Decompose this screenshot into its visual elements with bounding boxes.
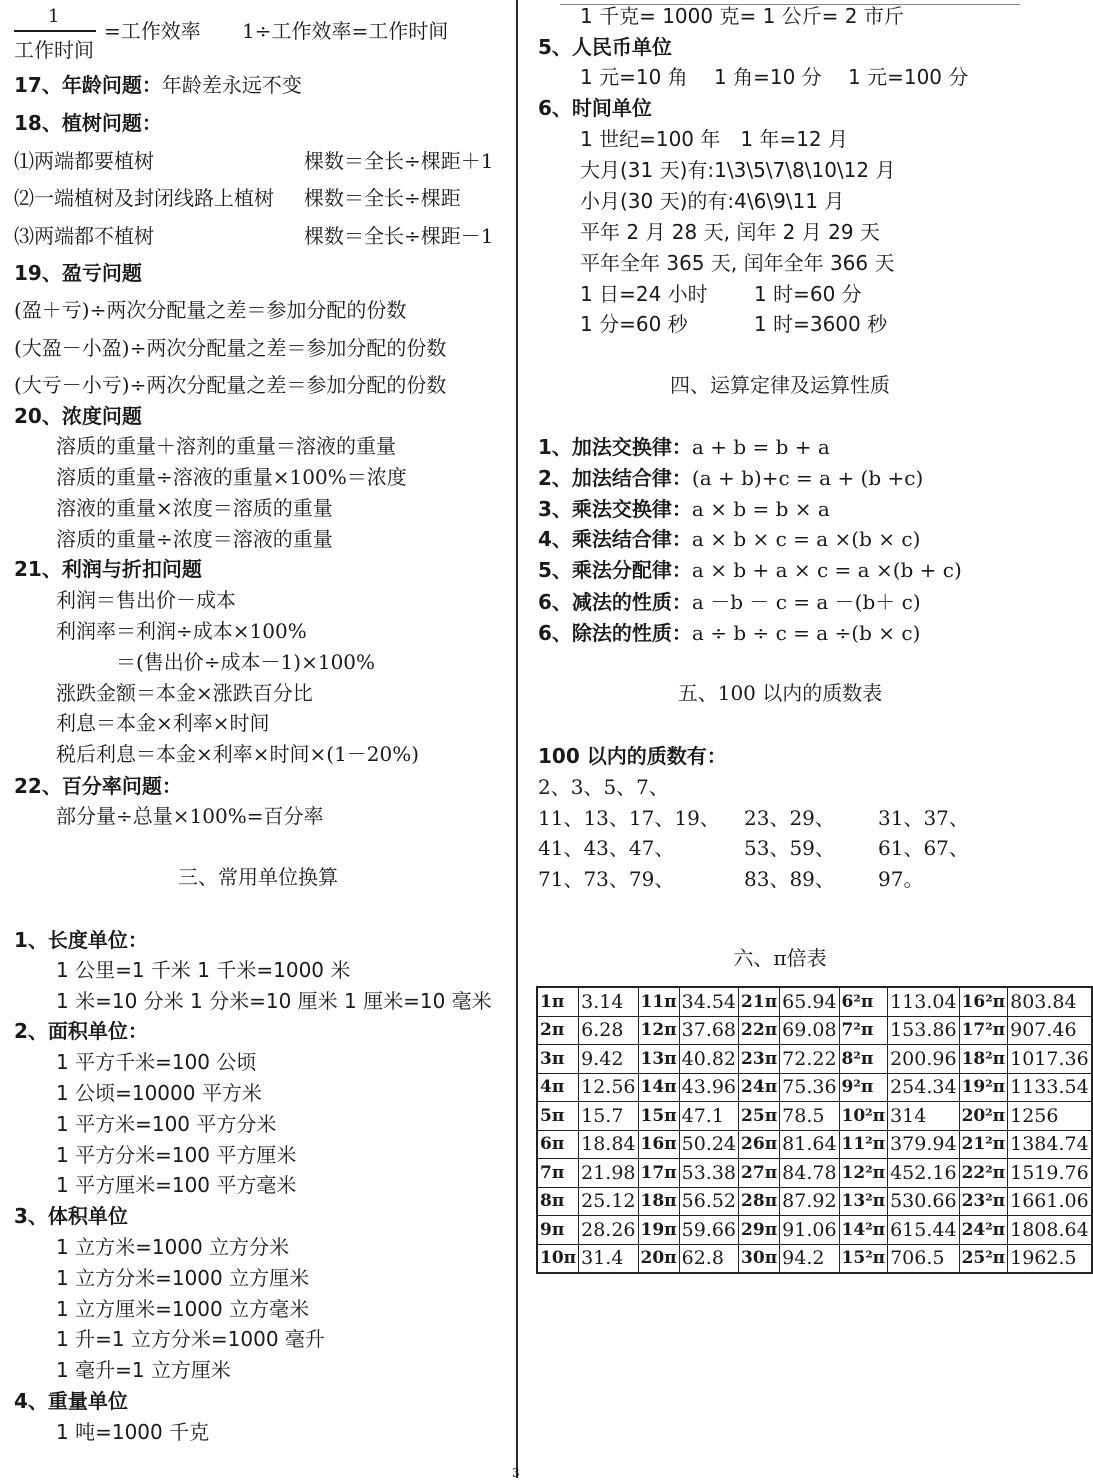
pi-value-cell: 21.98 xyxy=(579,1159,638,1188)
pi-multiplier-cell: 12π xyxy=(638,1016,679,1045)
primes-cell: 2、3、5、7、 xyxy=(538,775,669,799)
unit-line: 1 公里=1 千米 1 千米=1000 米 xyxy=(56,958,351,982)
weight-conversion: 1 千克= 1000 克= 1 公斤= 2 市斤 xyxy=(580,4,904,28)
pi-value-cell: 1661.06 xyxy=(1008,1187,1092,1216)
pi-value-cell: 1519.76 xyxy=(1008,1159,1092,1188)
pi-value-cell: 12.56 xyxy=(579,1073,638,1102)
pi-multiplier-cell: 12²π xyxy=(839,1159,888,1188)
pi-value-cell: 1017.36 xyxy=(1008,1045,1092,1074)
pi-table-row xyxy=(537,1102,1092,1131)
unit-line: 1 吨=1000 千克 xyxy=(56,1420,210,1444)
pi-table-row xyxy=(537,1216,1092,1245)
tree-case-2-label: ⑵一端植树及封闭线路上植树 xyxy=(14,186,274,210)
pi-multiplier-cell: 24π xyxy=(739,1073,780,1102)
pi-table-row xyxy=(537,987,1092,1016)
pi-table-row xyxy=(537,1187,1092,1216)
unit-line: 1 平方分米=100 平方厘米 xyxy=(56,1143,297,1167)
pi-value-cell: 15.7 xyxy=(579,1102,638,1131)
fraction-result: =工作效率 xyxy=(104,19,201,43)
section-20-line: 溶质的重量÷溶液的重量×100%＝浓度 xyxy=(56,465,407,489)
unit-line: 1 升=1 立方分米=1000 毫升 xyxy=(56,1327,325,1351)
law-name: 1、加法交换律： xyxy=(538,435,692,459)
fraction-denominator: 工作时间 xyxy=(14,38,94,62)
unit-rmb-title: 5、人民币单位 xyxy=(538,35,672,59)
law-expression: (a + b)+c = a + (b +c) xyxy=(691,466,924,490)
unit-length-title: 1、长度单位： xyxy=(14,928,148,952)
pi-multiplier-cell: 2π xyxy=(537,1016,579,1045)
pi-table-row xyxy=(537,1073,1092,1102)
pi-multiplier-cell: 3π xyxy=(537,1045,579,1074)
pi-value-cell: 78.5 xyxy=(780,1102,839,1131)
pi-multiplier-cell: 29π xyxy=(739,1216,780,1245)
pi-value-cell: 69.08 xyxy=(780,1016,839,1045)
pi-multiplier-cell: 26π xyxy=(739,1130,780,1159)
pi-value-cell: 706.5 xyxy=(888,1244,959,1273)
unit-line: 1 平方厘米=100 平方毫米 xyxy=(56,1173,297,1197)
part-5-heading: 五、100 以内的质数表 xyxy=(677,681,883,705)
law-row xyxy=(538,465,923,491)
page-number: 3 xyxy=(512,1466,520,1480)
unit-time-title: 6、时间单位 xyxy=(538,96,652,120)
law-name: 6、除法的性质： xyxy=(538,621,692,645)
pi-multiplier-cell: 16π xyxy=(638,1130,679,1159)
pi-value-cell: 91.06 xyxy=(780,1216,839,1245)
law-row xyxy=(538,589,921,615)
law-expression: a × b + a × c = a ×(b + c) xyxy=(691,558,962,582)
section-20-line: 溶质的重量＋溶剂的重量＝溶液的重量 xyxy=(56,434,396,458)
section-20-line: 溶质的重量÷浓度＝溶液的重量 xyxy=(56,527,333,551)
pi-value-cell: 28.26 xyxy=(579,1216,638,1245)
law-name: 5、乘法分配律： xyxy=(538,558,692,582)
pi-value-cell: 1808.64 xyxy=(1008,1216,1092,1245)
pi-value-cell: 34.54 xyxy=(679,987,738,1016)
unit-line: 1 立方厘米=1000 立方毫米 xyxy=(56,1297,310,1321)
pi-value-cell: 200.96 xyxy=(888,1045,959,1074)
law-row xyxy=(538,434,830,460)
section-17-text: 年龄差永远不变 xyxy=(161,73,302,97)
pi-multiplier-cell: 23π xyxy=(739,1045,780,1074)
law-expression: a + b = b + a xyxy=(691,435,830,459)
section-21-title: 21、利润与折扣问题 xyxy=(14,557,202,581)
law-expression: a ÷ b ÷ c = a ÷(b × c) xyxy=(691,621,921,645)
column-divider xyxy=(516,0,518,1478)
pi-multiplier-cell: 18²π xyxy=(959,1045,1008,1074)
unit-line: 1 米=10 分米 1 分米=10 厘米 1 厘米=10 毫米 xyxy=(56,989,492,1013)
fraction-numerator: 1 xyxy=(48,6,60,27)
unit-line: 1 日=24 小时 1 时=60 分 xyxy=(580,282,862,306)
pi-table-row xyxy=(537,1045,1092,1074)
section-20-line: 溶液的重量×浓度＝溶质的重量 xyxy=(56,496,333,520)
unit-line: 小月(30 天)的有:4\6\9\11 月 xyxy=(580,189,845,213)
pi-multiplier-cell: 7²π xyxy=(839,1016,888,1045)
pi-multiplier-cell: 27π xyxy=(739,1159,780,1188)
pi-value-cell: 1133.54 xyxy=(1008,1073,1092,1102)
pi-multiplier-cell: 23²π xyxy=(959,1187,1008,1216)
law-expression: a －b － c = a －(b＋ c) xyxy=(691,590,921,614)
pi-value-cell: 314 xyxy=(888,1102,959,1131)
pi-multiplier-cell: 17²π xyxy=(959,1016,1008,1045)
section-17 xyxy=(14,72,302,98)
primes-cell: 97。 xyxy=(878,867,924,891)
pi-value-cell: 40.82 xyxy=(679,1045,738,1074)
primes-cell: 11、13、17、19、 xyxy=(538,806,720,830)
section-21-line: 利润率＝利润÷成本×100% xyxy=(56,619,307,643)
section-19-title: 19、盈亏问题 xyxy=(14,261,142,285)
pi-multiplier-cell: 24²π xyxy=(959,1216,1008,1245)
law-name: 4、乘法结合律： xyxy=(538,527,692,551)
primes-cell: 83、89、 xyxy=(744,867,835,891)
section-21-line: ＝(售出价÷成本－1)×100% xyxy=(116,650,376,674)
pi-value-cell: 254.34 xyxy=(888,1073,959,1102)
pi-value-cell: 81.64 xyxy=(780,1130,839,1159)
tree-case-3-label: ⑶两端都不植树 xyxy=(14,224,154,248)
pi-value-cell: 530.66 xyxy=(888,1187,959,1216)
pi-value-cell: 113.04 xyxy=(888,987,959,1016)
pi-value-cell: 47.1 xyxy=(679,1102,738,1131)
unit-area-title: 2、面积单位： xyxy=(14,1019,148,1043)
pi-multiplier-cell: 6²π xyxy=(839,987,888,1016)
pi-multiplier-cell: 7π xyxy=(537,1159,579,1188)
primes-cell: 71、73、79、 xyxy=(538,867,675,891)
unit-line: 1 分=60 秒 1 时=3600 秒 xyxy=(580,312,888,336)
pi-multiplier-cell: 5π xyxy=(537,1102,579,1131)
unit-line: 1 毫升=1 立方厘米 xyxy=(56,1358,231,1382)
pi-value-cell: 84.78 xyxy=(780,1159,839,1188)
section-19-line: (盈＋亏)÷两次分配量之差＝参加分配的份数 xyxy=(14,298,407,322)
section-17-title: 17、年龄问题： xyxy=(14,73,162,97)
pi-value-cell: 6.28 xyxy=(579,1016,638,1045)
pi-multiplier-cell: 22π xyxy=(739,1016,780,1045)
pi-multiplier-cell: 20²π xyxy=(959,1102,1008,1131)
pi-value-cell: 907.46 xyxy=(1008,1016,1092,1045)
unit-volume-title: 3、体积单位 xyxy=(14,1204,128,1228)
pi-multiplier-cell: 13π xyxy=(638,1045,679,1074)
pi-multiplier-cell: 17π xyxy=(638,1159,679,1188)
section-18-title: 18、植树问题： xyxy=(14,111,162,135)
pi-value-cell: 75.36 xyxy=(780,1073,839,1102)
pi-multiplier-cell: 4π xyxy=(537,1073,579,1102)
pi-value-cell: 1256 xyxy=(1008,1102,1092,1131)
section-19-line: (大亏－小亏)÷两次分配量之差＝参加分配的份数 xyxy=(14,373,447,397)
section-21-line: 利息＝本金×利率×时间 xyxy=(56,711,270,735)
unit-line: 平年全年 365 天, 闰年全年 366 天 xyxy=(580,251,895,275)
pi-multiplier-cell: 14²π xyxy=(839,1216,888,1245)
pi-multiplier-cell: 21²π xyxy=(959,1130,1008,1159)
pi-value-cell: 56.52 xyxy=(679,1187,738,1216)
pi-value-cell: 53.38 xyxy=(679,1159,738,1188)
pi-value-cell: 9.42 xyxy=(579,1045,638,1074)
pi-multiplier-cell: 25²π xyxy=(959,1244,1008,1273)
section-22-title: 22、百分率问题： xyxy=(14,774,182,798)
pi-multiplier-cell: 8²π xyxy=(839,1045,888,1074)
pi-multiplier-cell: 1π xyxy=(537,987,579,1016)
primes-cell: 61、67、 xyxy=(878,836,969,860)
pi-multiplier-cell: 20π xyxy=(638,1244,679,1273)
tree-case-1-label: ⑴两端都要植树 xyxy=(14,149,154,173)
pi-multiplier-cell: 11²π xyxy=(839,1130,888,1159)
pi-value-cell: 94.2 xyxy=(780,1244,839,1273)
fraction-bar xyxy=(14,30,96,32)
pi-table-row xyxy=(537,1130,1092,1159)
pi-multiplier-cell: 10π xyxy=(537,1244,579,1273)
unit-weight-title: 4、重量单位 xyxy=(14,1389,128,1413)
pi-multiplier-cell: 19π xyxy=(638,1216,679,1245)
unit-line: 大月(31 天)有:1\3\5\7\8\10\12 月 xyxy=(580,158,896,182)
law-name: 2、加法结合律： xyxy=(538,466,692,490)
pi-table-row xyxy=(537,1016,1092,1045)
pi-value-cell: 25.12 xyxy=(579,1187,638,1216)
pi-table-body xyxy=(537,987,1092,1273)
unit-line: 1 立方米=1000 立方分米 xyxy=(56,1235,290,1259)
pi-multiplier-cell: 18π xyxy=(638,1187,679,1216)
pi-value-cell: 803.84 xyxy=(1008,987,1092,1016)
tree-case-2-formula: 棵数＝全长÷棵距 xyxy=(304,186,461,210)
part-3-heading: 三、常用单位换算 xyxy=(178,865,338,889)
part-4-heading: 四、运算定律及运算性质 xyxy=(670,373,890,397)
pi-value-cell: 62.8 xyxy=(679,1244,738,1273)
pi-table-row xyxy=(537,1159,1092,1188)
pi-multiplier-cell: 10²π xyxy=(839,1102,888,1131)
unit-line: 1 平方米=100 平方分米 xyxy=(56,1112,277,1136)
unit-line: 1 元=10 角 1 角=10 分 1 元=100 分 xyxy=(580,65,969,89)
pi-value-cell: 3.14 xyxy=(579,987,638,1016)
pi-value-cell: 50.24 xyxy=(679,1130,738,1159)
left-column xyxy=(0,0,516,1478)
pi-value-cell: 18.84 xyxy=(579,1130,638,1159)
pi-multiplier-cell: 9²π xyxy=(839,1073,888,1102)
pi-value-cell: 59.66 xyxy=(679,1216,738,1245)
part-6-heading: 六、π倍表 xyxy=(733,946,827,970)
section-21-line: 涨跌金额＝本金×涨跌百分比 xyxy=(56,681,313,705)
pi-value-cell: 72.22 xyxy=(780,1045,839,1074)
law-row xyxy=(538,496,830,522)
work-time-formula: 1÷工作效率=工作时间 xyxy=(242,19,449,43)
pi-value-cell: 153.86 xyxy=(888,1016,959,1045)
unit-line: 1 世纪=100 年 1 年=12 月 xyxy=(580,127,849,151)
law-name: 3、乘法交换律： xyxy=(538,497,692,521)
unit-line: 平年 2 月 28 天, 闰年 2 月 29 天 xyxy=(580,220,880,244)
law-name: 6、减法的性质： xyxy=(538,590,692,614)
pi-multiplier-cell: 16²π xyxy=(959,987,1008,1016)
pi-multiplier-cell: 8π xyxy=(537,1187,579,1216)
pi-value-cell: 37.68 xyxy=(679,1016,738,1045)
primes-cell: 31、37、 xyxy=(878,806,969,830)
pi-multiplier-cell: 25π xyxy=(739,1102,780,1131)
primes-cell: 23、29、 xyxy=(744,806,835,830)
unit-line: 1 立方分米=1000 立方厘米 xyxy=(56,1266,310,1290)
pi-multiples-table xyxy=(536,986,1093,1274)
pi-value-cell: 1384.74 xyxy=(1008,1130,1092,1159)
law-row xyxy=(538,557,962,583)
pi-multiplier-cell: 9π xyxy=(537,1216,579,1245)
pi-multiplier-cell: 6π xyxy=(537,1130,579,1159)
pi-value-cell: 43.96 xyxy=(679,1073,738,1102)
unit-line: 1 平方千米=100 公顷 xyxy=(56,1050,257,1074)
primes-cell: 41、43、47、 xyxy=(538,836,675,860)
pi-multiplier-cell: 30π xyxy=(739,1244,780,1273)
pi-multiplier-cell: 15²π xyxy=(839,1244,888,1273)
pi-value-cell: 615.44 xyxy=(888,1216,959,1245)
section-21-line: 利润＝售出价－成本 xyxy=(56,588,236,612)
pi-value-cell: 65.94 xyxy=(780,987,839,1016)
primes-cell: 53、59、 xyxy=(744,836,835,860)
primes-title: 100 以内的质数有： xyxy=(538,744,727,768)
pi-value-cell: 1962.5 xyxy=(1008,1244,1092,1273)
law-expression: a × b × c = a ×(b × c) xyxy=(691,527,921,551)
unit-line: 1 公顷=10000 平方米 xyxy=(56,1081,262,1105)
pi-multiplier-cell: 19²π xyxy=(959,1073,1008,1102)
pi-multiplier-cell: 15π xyxy=(638,1102,679,1131)
tree-case-1-formula: 棵数＝全长÷棵距＋1 xyxy=(304,149,494,173)
law-row xyxy=(538,620,920,646)
section-19-line: (大盈－小盈)÷两次分配量之差＝参加分配的份数 xyxy=(14,336,447,360)
pi-multiplier-cell: 28π xyxy=(739,1187,780,1216)
pi-value-cell: 379.94 xyxy=(888,1130,959,1159)
pi-multiplier-cell: 14π xyxy=(638,1073,679,1102)
law-expression: a × b = b × a xyxy=(691,497,830,521)
pi-value-cell: 452.16 xyxy=(888,1159,959,1188)
section-21-line: 税后利息＝本金×利率×时间×(1－20%) xyxy=(56,742,420,766)
section-22-line: 部分量÷总量×100%=百分率 xyxy=(56,804,324,828)
pi-multiplier-cell: 11π xyxy=(638,987,679,1016)
pi-multiplier-cell: 13²π xyxy=(839,1187,888,1216)
section-20-title: 20、浓度问题 xyxy=(14,404,142,428)
pi-table-row xyxy=(537,1244,1092,1273)
pi-multiplier-cell: 22²π xyxy=(959,1159,1008,1188)
pi-multiplier-cell: 21π xyxy=(739,987,780,1016)
pi-value-cell: 87.92 xyxy=(780,1187,839,1216)
law-row xyxy=(538,526,920,552)
tree-case-3-formula: 棵数＝全长÷棵距－1 xyxy=(304,224,494,248)
pi-value-cell: 31.4 xyxy=(579,1244,638,1273)
